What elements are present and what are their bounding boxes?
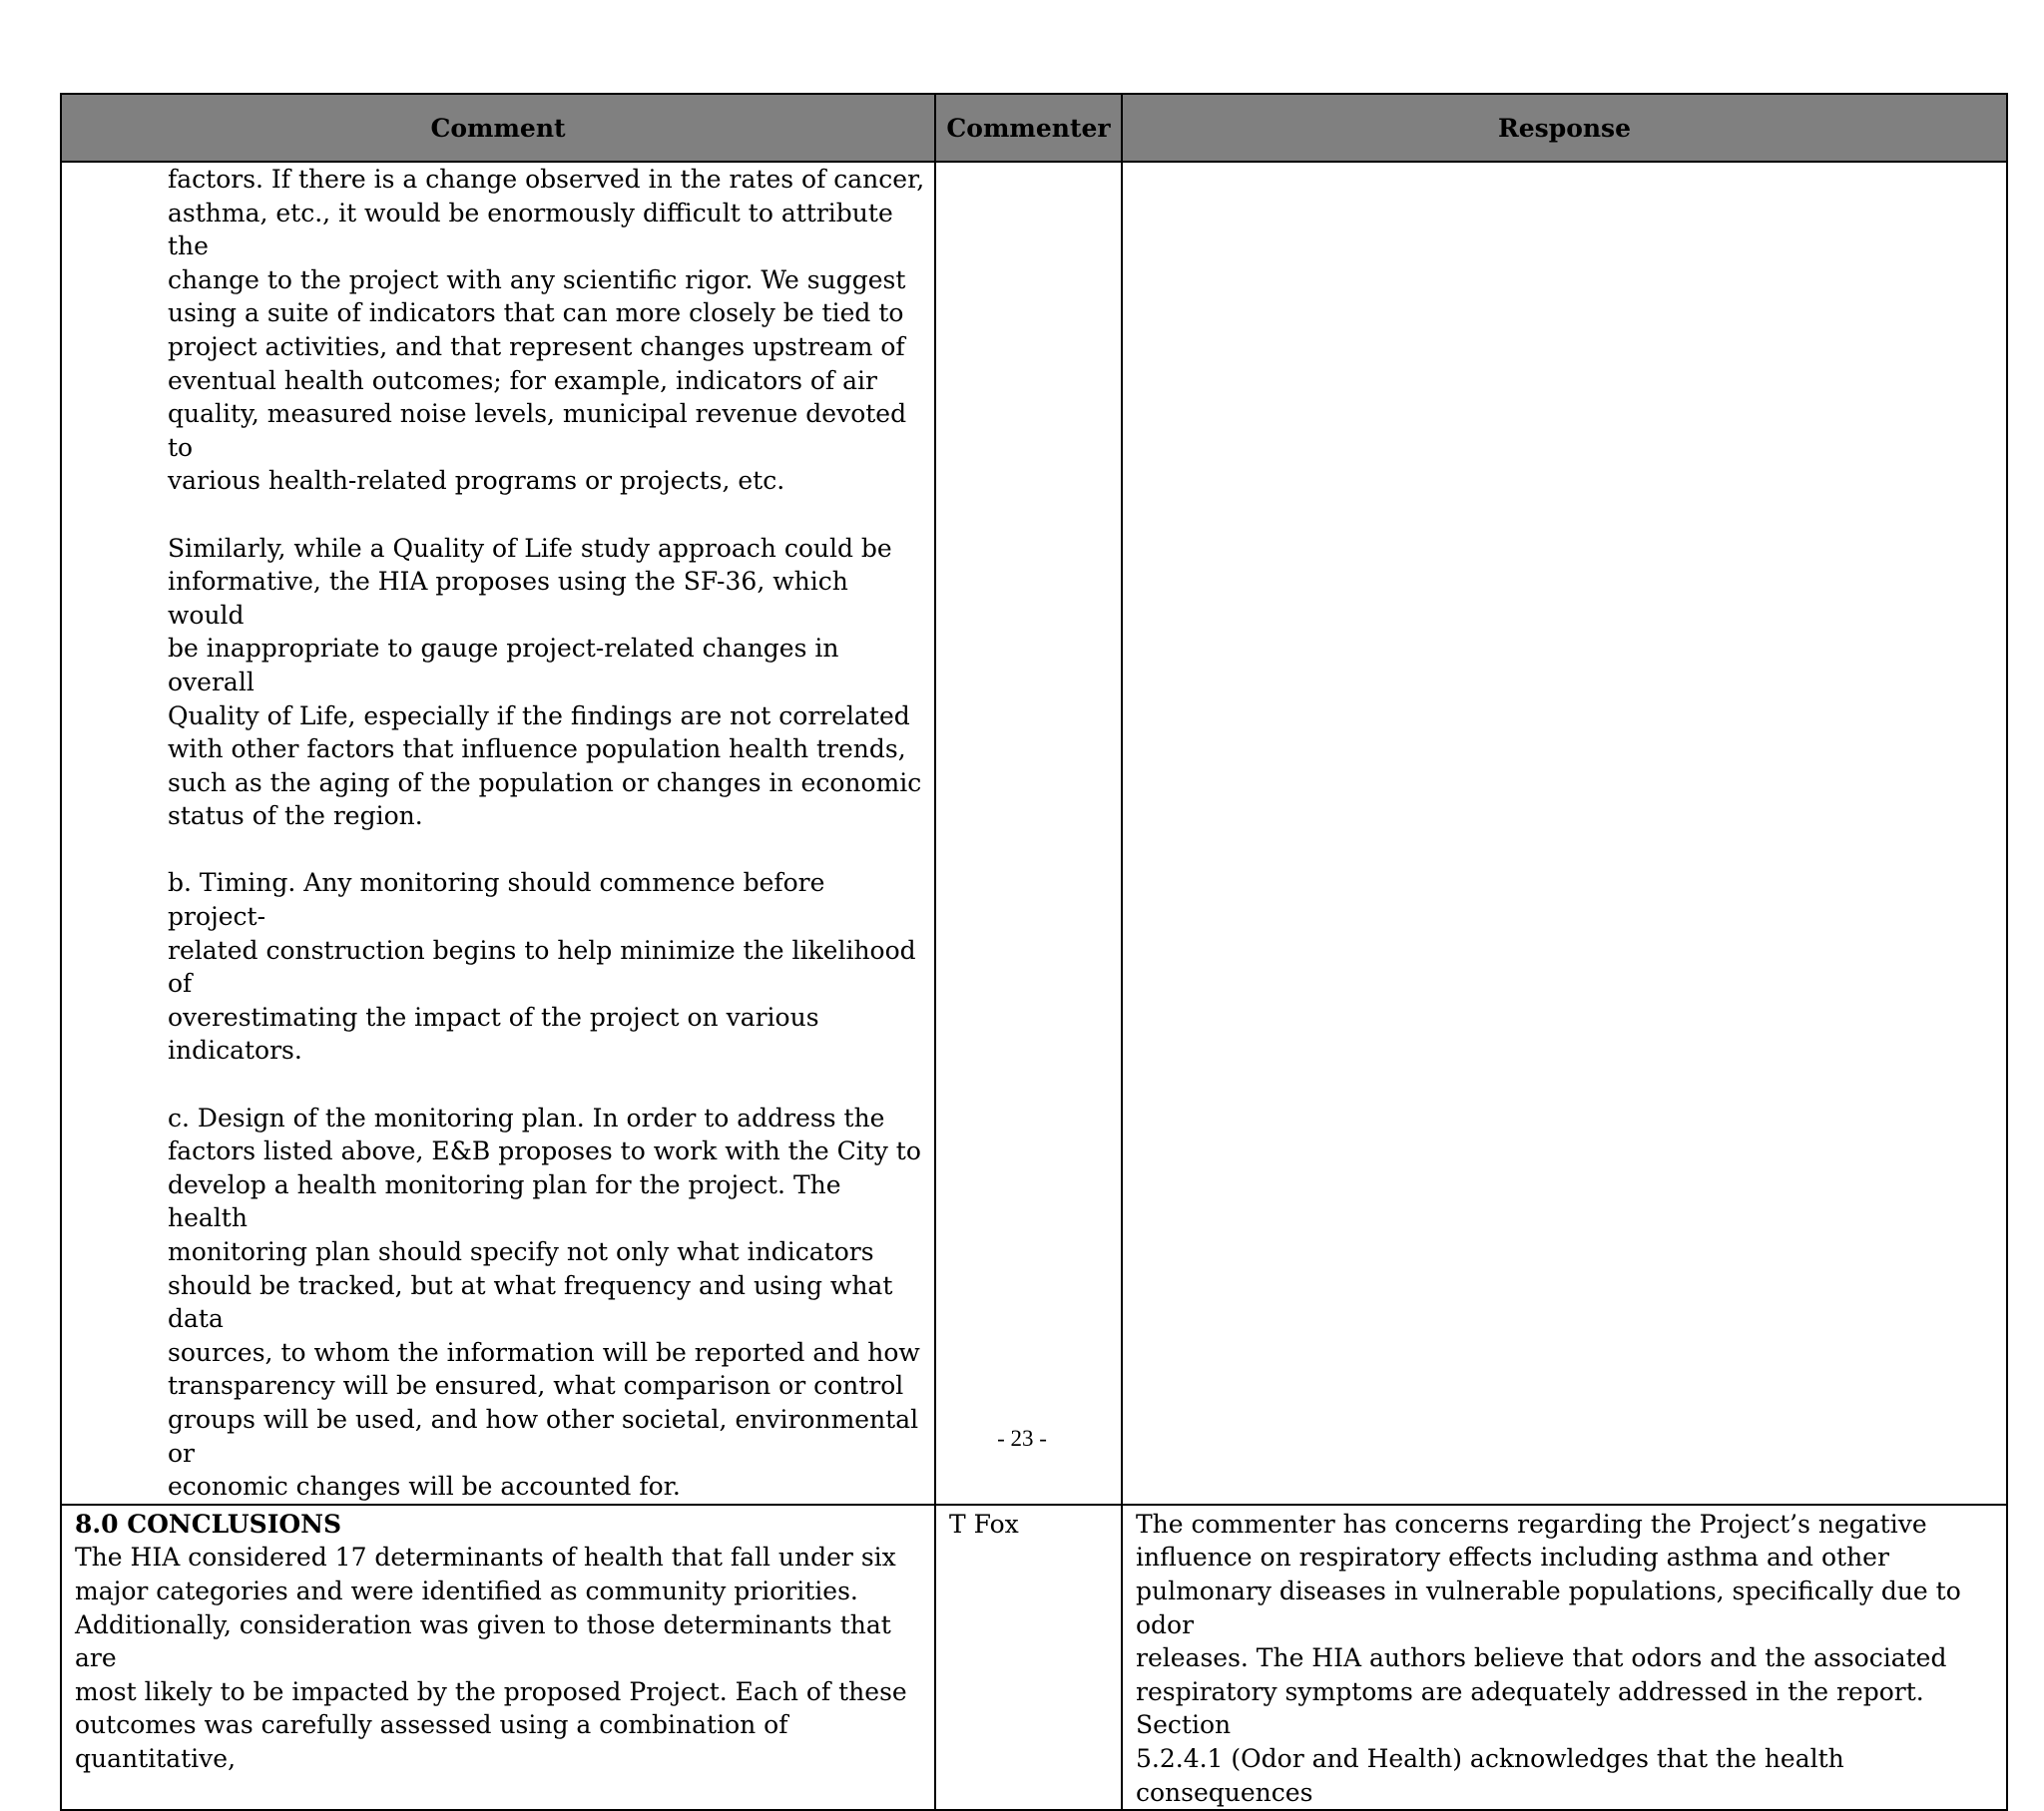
column-header-commenter: Commenter	[935, 94, 1122, 162]
commenter-cell	[935, 162, 1122, 1505]
response-cell	[1122, 162, 2007, 1505]
response-cell	[1122, 1505, 2007, 1810]
section-heading: 8.0 CONCLUSIONS	[75, 1509, 342, 1539]
table-row	[61, 1505, 2007, 1810]
comment-cell	[61, 162, 935, 1505]
comment-block	[75, 1508, 924, 1776]
comment-text: The HIA considered 17 determinants of health that fall under six major categories and were identified as community priorities. Additionally, consideration was given to those determinants that are most likely to be impacted by the proposed Project. Each of these outcomes was carefully assessed using a combination of quantitative,	[75, 1543, 907, 1773]
column-header-comment: Comment	[61, 94, 935, 162]
commenter-text: T Fox	[949, 1509, 1019, 1539]
comment-cell	[61, 1505, 935, 1810]
comment-response-table	[60, 93, 2008, 1811]
commenter-cell	[935, 1505, 1122, 1810]
comment-text: factors. If there is a change observed in the rates of cancer, asthma, etc., it would be enormously difficult to attribute the change to the project with any scientific rigor. We suggest using a suite of indicators that can more closely be tied to project activities, and that represent changes upstream of eventual health outcomes; for example, indicators of air quality, measured noise levels, municipal revenue devoted to various health-related programs or projects, etc. Similarly, while a Quality of Life study approach could be informative, the HIA proposes using the SF-36, which would be inappropriate to gauge project-related changes in overall Quality of Life, especially if the findings are not correlated with other factors that influence population health trends, such as the aging of the population or changes in economic status of the region. b. Timing. Any monitoring should commence before project- related construction begins to help minimize the likelihood of overestimating the impact of the project on various indicators. c. Design of the monitoring plan. In order to address the factors listed above, E&B proposes to work with the City to develop a health monitoring plan for the project. The health monitoring plan should specify not only what indicators should be tracked, but at what frequency and using what data sources, to whom the information will be reported and how transparency will be ensured, what comparison or control groups will be used, and how other societal, environmental or economic changes will be accounted for.	[168, 165, 925, 1502]
table-header-row	[61, 94, 2007, 162]
page-number: - 23 -	[997, 1426, 1047, 1451]
table-row	[61, 162, 2007, 1505]
response-text: The commenter has concerns regarding the Project’s negative influence on respiratory effects including asthma and other pulmonary diseases in vulnerable populations, specifically due to odor releases. The HIA authors believe that odors and the associated respiratory symptoms are adequately addressed in the report. Section 5.2.4.1 (Odor and Health) acknowledges that the health consequences	[1136, 1509, 1961, 1807]
column-header-response: Response	[1122, 94, 2007, 162]
